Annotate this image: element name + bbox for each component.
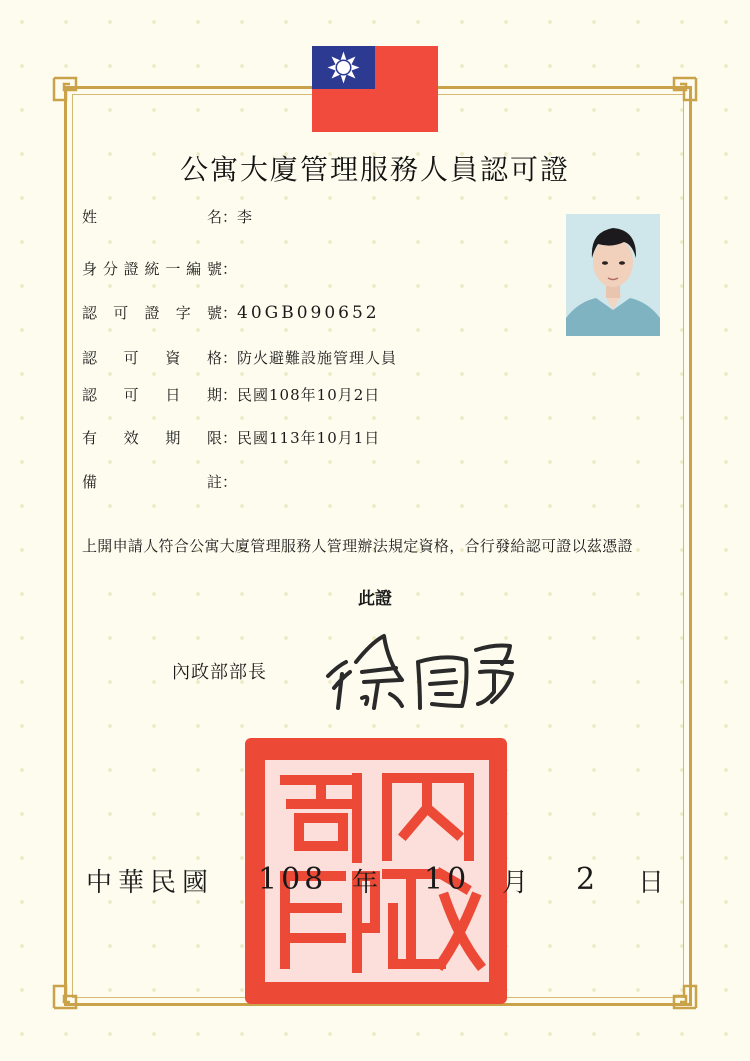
date-year-unit: 年: [352, 868, 379, 898]
field-approval-date: 認可日期：民國108年10月2日: [82, 386, 381, 404]
date-day-unit: 日: [638, 868, 665, 898]
corner-ornament-icon: [672, 76, 698, 102]
field-qualification: 認可資格：防火避難設施管理人員: [82, 349, 398, 367]
field-label: 認可證字號: [82, 304, 222, 322]
field-value: 防火避難設施管理人員: [237, 349, 398, 367]
field-value: 民國113年10月1日: [237, 429, 381, 447]
holder-photo: [566, 214, 660, 336]
corner-ornament-icon: [672, 984, 698, 1010]
field-value: 民國108年10月2日: [237, 386, 381, 404]
field-label: 身分證統一編號: [82, 260, 222, 278]
date-year: 108: [258, 862, 328, 897]
field-certificate-number: 認可證字號：40GB090652: [82, 303, 380, 323]
field-label: 備註: [82, 473, 222, 491]
field-label: 認可日期: [82, 386, 222, 404]
field-value: 李: [237, 208, 254, 226]
minister-title: 內政部部長: [172, 662, 267, 683]
field-label: 有效期限: [82, 429, 222, 447]
date-month: 10: [424, 862, 471, 897]
field-label: 認可資格: [82, 349, 222, 367]
certificate-statement: 上開申請人符合公寓大廈管理服務人管理辦法規定資格，合行發給認可證以茲憑證: [82, 537, 633, 555]
flag-icon: [312, 46, 438, 132]
field-name: 姓名：李: [82, 208, 254, 226]
signature: [316, 632, 526, 712]
field-id-number: 身分證統一編號：: [82, 260, 238, 278]
date-day: 2: [576, 862, 596, 897]
field-label: 姓名: [82, 208, 222, 226]
hereby-text: 此證: [358, 589, 392, 609]
date-month-unit: 月: [502, 868, 529, 898]
page-title: 公寓大廈管理服務人員認可證: [179, 153, 570, 186]
field-value: 40GB090652: [237, 303, 380, 323]
corner-ornament-icon: [52, 984, 78, 1010]
field-remarks: 備註：: [82, 473, 238, 491]
field-expiry-date: 有效期限：民國113年10月1日: [82, 429, 381, 447]
corner-ornament-icon: [52, 76, 78, 102]
date-era: 中華民國: [86, 868, 215, 898]
